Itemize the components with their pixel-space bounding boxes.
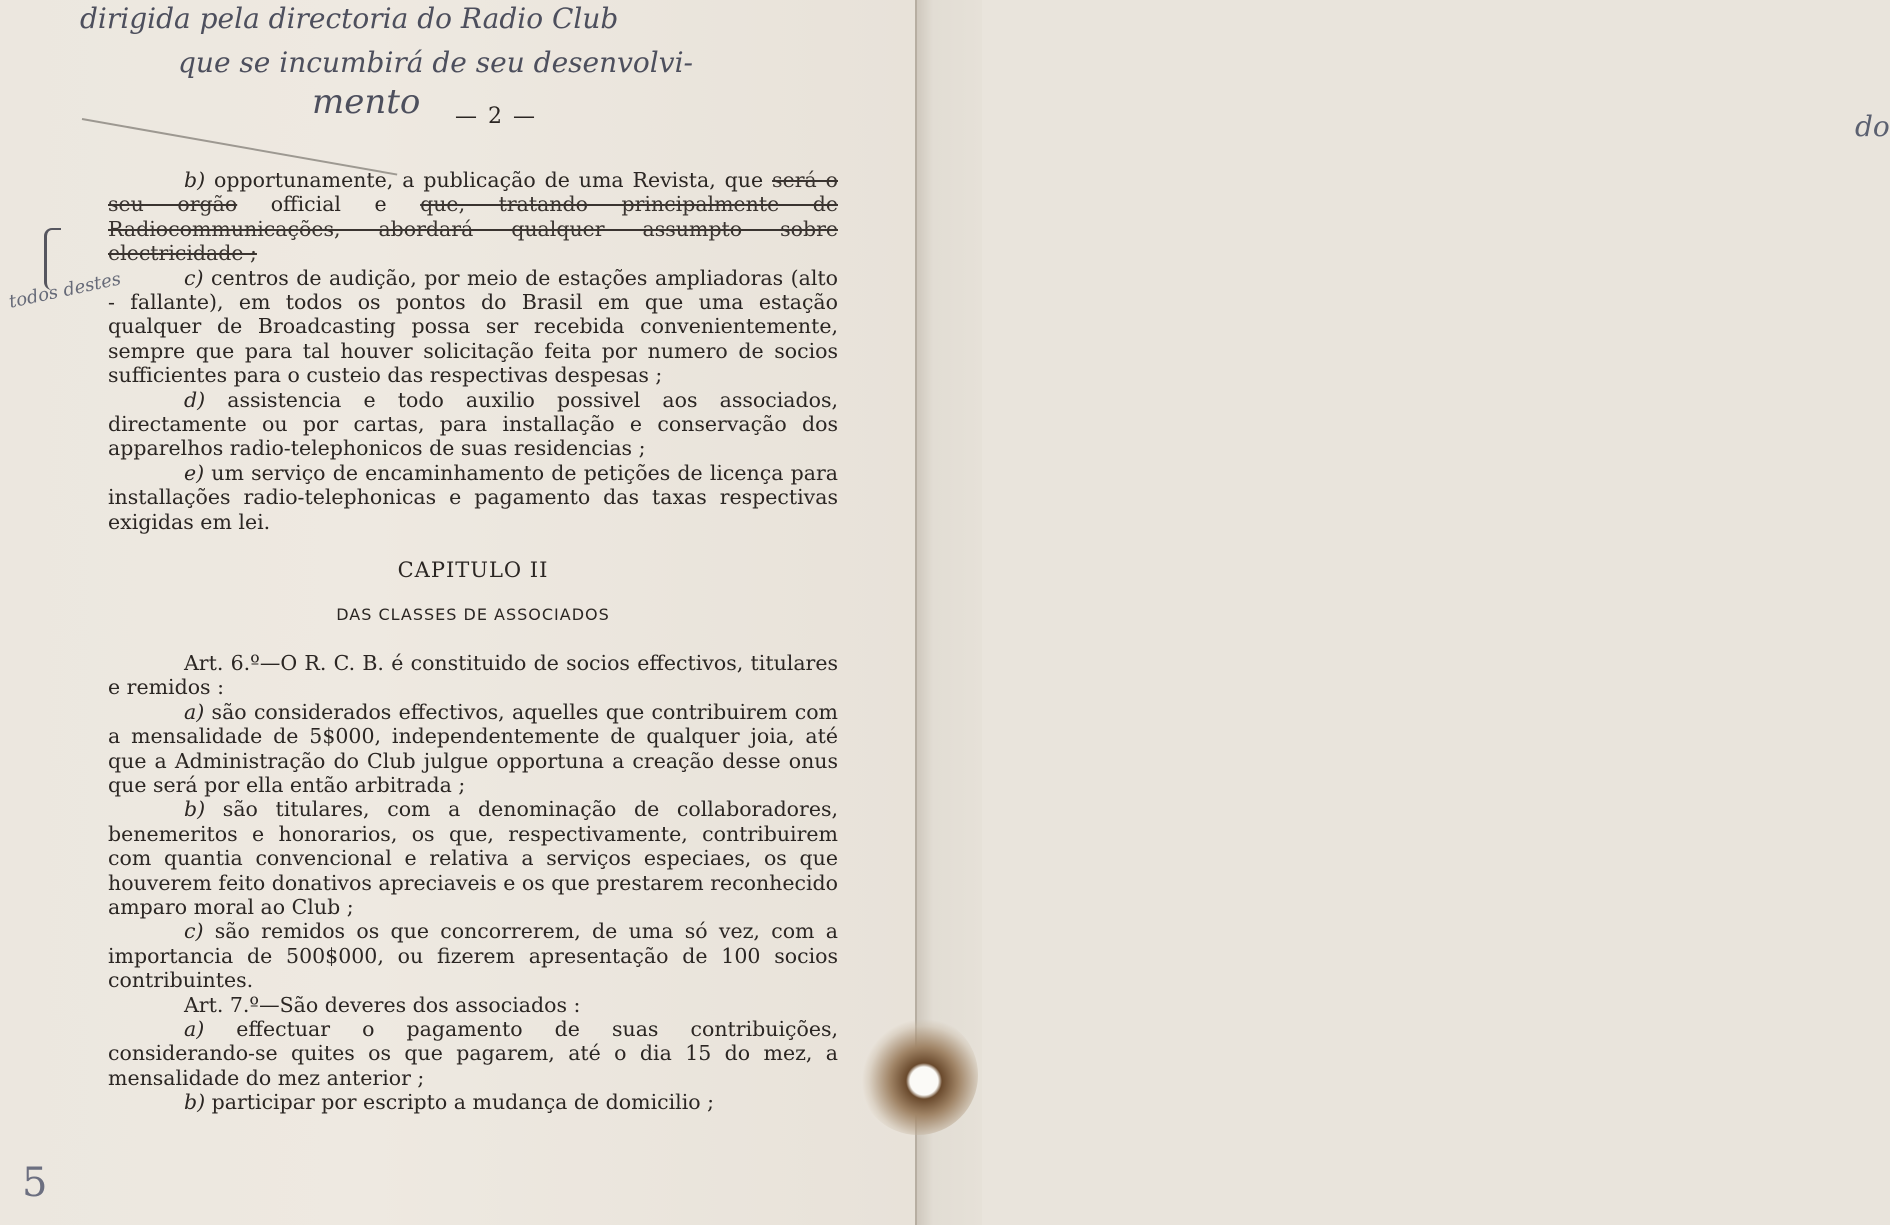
chapter-subtitle: DAS CLASSES DE ASSOCIADOS xyxy=(336,604,610,624)
handwritten-next-page-note: do xyxy=(1855,110,1890,143)
art6-item-b: b) são titulares, com a denominação de collaboradores, benemeritos e honorarios, os que, respectivamente, contribuirem com quantia convencional e relativa a serviços especiaes, os que houverem feito donativos apreciaveis e os que prestarem reconhecido amparo moral ao Club ; xyxy=(108,797,838,919)
burn-hole-stain xyxy=(858,1015,978,1135)
handwritten-note-line-1: dirigida pela directoria do Radio Club xyxy=(80,2,619,35)
document-body xyxy=(108,168,838,1115)
struck-text-2: que, tratando principalmente de Radiocommunicações, abordará qualquer assumpto sobre electricidade ; xyxy=(108,192,838,266)
art6-item-c: c) são remidos os que concorrerem, de uma só vez, com a importancia de 500$000, ou fizerem apresentação de 100 socios contribuintes. xyxy=(108,919,838,993)
art6-item-a: a) são considerados effectivos, aquelles que contribuirem com a mensalidade de 5$000, independentemente de qualquer joia, até que a Administração do Club julgue opportuna a creação desse onus que será por ella então arbitrada ; xyxy=(108,699,838,797)
page-number: — 2 — xyxy=(455,104,537,129)
handwritten-corner-mark: 5 xyxy=(22,1160,48,1206)
item-d-assistencia: d) assistencia e todo auxilio possivel aos associados, directamente ou por cartas, para installação e conservação dos apparelhos radio-telephonicos de suas residencias ; xyxy=(108,387,838,461)
art7-item-b: b) participar por escripto a mudança de domicilio ; xyxy=(184,1090,715,1115)
chapter-title: CAPITULO II xyxy=(397,558,549,583)
item-e-servico: e) um serviço de encaminhamento de petições de licença para installações radio-telephonicas e pagamento das taxas respectivas exigidas em lei. xyxy=(108,460,838,534)
handwritten-margin-note: todos destes xyxy=(7,268,123,313)
struck-text-1: será o seu orgão xyxy=(108,168,838,217)
art6-lead: Art. 6.º—O R. C. B. é constituido de socios effectivos, titulares e remidos : xyxy=(108,650,839,700)
handwritten-note-line-2: que se incumbirá de seu desenvolvi- xyxy=(178,46,693,79)
handwritten-note-line-3: mento xyxy=(312,82,421,122)
art7-item-a: a) effectuar o pagamento de suas contribuições, considerando-se quites os que pagarem, até o dia 15 do mez, a mensalidade do mez anterior ; xyxy=(108,1017,838,1090)
item-b-revista: b) opportunamente, a publicação de uma Revista, que será o seu orgão official e que, tratando principalmente de Radiocommunicações, abordará qualquer assumpto sobre electricidade ; xyxy=(108,168,838,266)
item-c-audicao: c) centros de audição, por meio de estações ampliadoras (alto - fallante), em todos os pontos do Brasil em que uma estação qualquer de Broadcasting possa ser recebida convenientemente, sempre que para tal houver solicitação feita por numero de socios sufficientes para o custeio das respectivas despesas ; xyxy=(108,265,838,388)
art7-lead: Art. 7.º—São deveres dos associados : xyxy=(184,992,581,1017)
